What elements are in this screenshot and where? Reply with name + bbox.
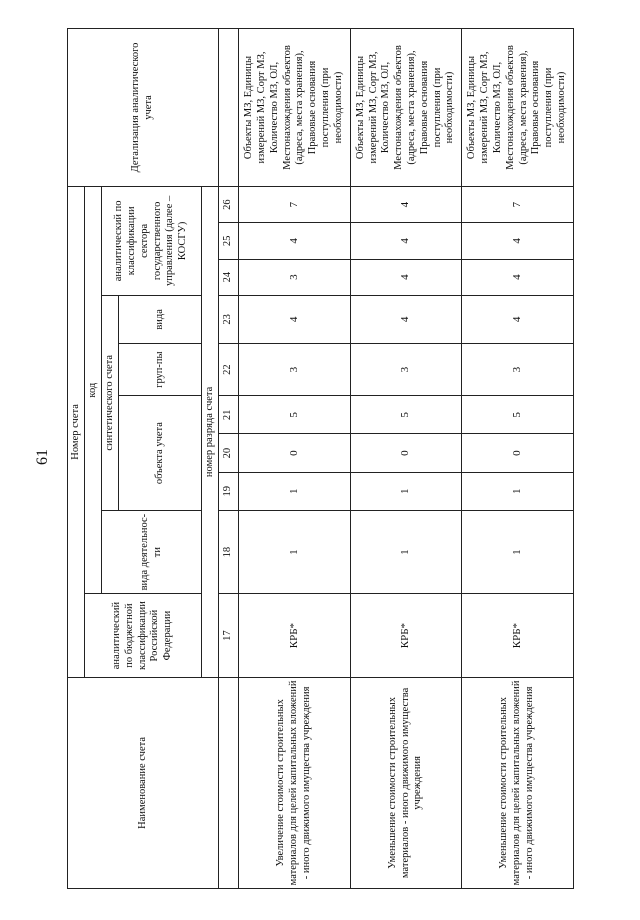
account-name-cell: Уменьшение стоимости строительных материалов - иного движимого имущества учреждения [350, 677, 462, 888]
activity-type-header: вида деятельнос-ти [102, 510, 202, 593]
value-cell: 0 [239, 434, 351, 472]
value-cell: 4 [462, 295, 574, 343]
group-header: груп-пы [119, 343, 202, 395]
digit-number-blank [219, 29, 239, 187]
value-cell: 3 [239, 259, 351, 295]
page-number: 61 [34, 449, 51, 465]
name-column-header: Наименование счета [68, 677, 219, 888]
digit-number: 26 [219, 186, 239, 222]
value-cell: 3 [462, 343, 574, 395]
digit-number: 25 [219, 223, 239, 259]
analytic-kosgu-header: аналитический по классификации сектора государственного управления (далее – КОСГУ) [102, 186, 202, 295]
value-cell: 1 [350, 510, 462, 593]
value-cell: 4 [350, 295, 462, 343]
value-cell: 7 [462, 186, 574, 222]
account-name-cell: Уменьшение стоимости строительных материалов для целей капитальных вложений - иного движимого имущества учреждения [462, 677, 574, 888]
value-cell: 1 [462, 510, 574, 593]
value-cell: 1 [239, 510, 351, 593]
code-header: код [85, 186, 102, 593]
value-cell: 4 [350, 259, 462, 295]
digit-number-blank [219, 677, 239, 888]
value-cell: 3 [239, 343, 351, 395]
detail-column-header: Детализация аналитического учета [68, 29, 219, 187]
rotated-table-frame [67, 28, 574, 889]
value-cell: 4 [239, 223, 351, 259]
table-row [239, 29, 351, 889]
value-cell: 1 [462, 472, 574, 510]
digit-number: 18 [219, 510, 239, 593]
detail-cell: Объекты МЗ, Единицы измерений МЗ, Сорт МЗ, Количество МЗ, ОЛ, Местонахождения объектов (адреса, места хранения), Правовые основания поступления (при необходимости) [239, 29, 351, 187]
account-object-header: объекта учета [119, 396, 202, 511]
value-cell: КРБ* [462, 594, 574, 677]
value-cell: 1 [239, 472, 351, 510]
detail-cell: Объекты МЗ, Единицы измерений МЗ, Сорт МЗ, Количество МЗ, ОЛ, Местонахождения объектов (адреса, места хранения), Правовые основания поступления (при необходимости) [350, 29, 462, 187]
table-row [350, 29, 462, 889]
value-cell: КРБ* [350, 594, 462, 677]
value-cell: 4 [239, 295, 351, 343]
value-cell: 4 [462, 259, 574, 295]
digit-number: 21 [219, 396, 239, 434]
value-cell: 5 [350, 396, 462, 434]
value-cell: 4 [462, 223, 574, 259]
digit-number: 20 [219, 434, 239, 472]
value-cell: 0 [462, 434, 574, 472]
value-cell: КРБ* [239, 594, 351, 677]
digit-number: 22 [219, 343, 239, 395]
value-cell: 4 [350, 186, 462, 222]
value-cell: 0 [350, 434, 462, 472]
detail-cell: Объекты МЗ, Единицы измерений МЗ, Сорт МЗ, Количество МЗ, ОЛ, Местонахождения объектов (адреса, места хранения), Правовые основания поступления (при необходимости) [462, 29, 574, 187]
value-cell: 5 [462, 396, 574, 434]
value-cell: 5 [239, 396, 351, 434]
digit-number: 17 [219, 594, 239, 677]
value-cell: 3 [350, 343, 462, 395]
digit-number: 24 [219, 259, 239, 295]
digit-number-header: номер разряда счета [202, 186, 219, 677]
digit-number: 23 [219, 295, 239, 343]
kind-header: вида [119, 295, 202, 343]
value-cell: 1 [350, 472, 462, 510]
account-table [67, 28, 574, 889]
table-row [462, 29, 574, 889]
value-cell: 7 [239, 186, 351, 222]
analytic-budget-header: аналитический по бюджетной классификации Российской Федерации [85, 594, 202, 677]
account-name-cell: Увеличение стоимости строительных материалов для целей капитальных вложений - иного движимого имущества учреждения [239, 677, 351, 888]
synthetic-account-header: синтетического счета [102, 295, 119, 510]
digit-number: 19 [219, 472, 239, 510]
value-cell: 4 [350, 223, 462, 259]
account-number-header: Номер счета [68, 186, 85, 677]
